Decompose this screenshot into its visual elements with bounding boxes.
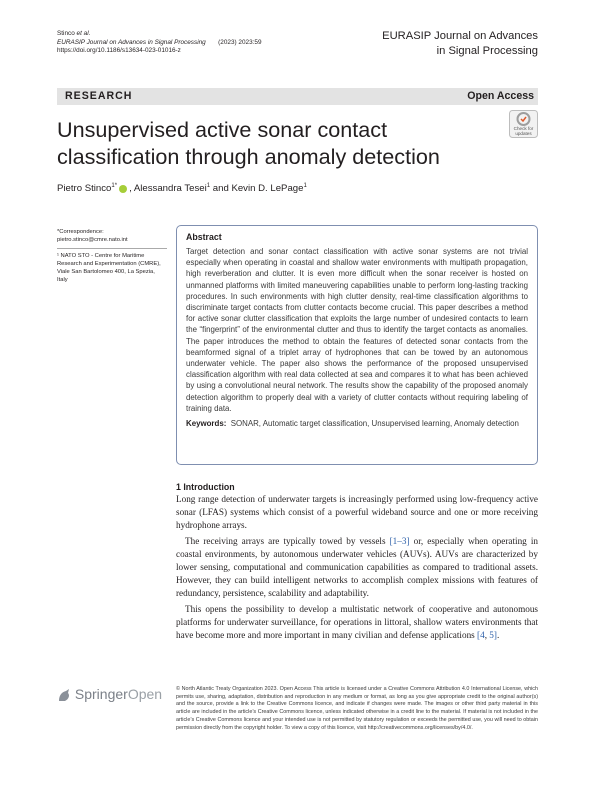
correspondence-email[interactable]: pietro.stinco@cmre.nato.int	[57, 237, 128, 243]
journal-title-line2: in Signal Processing	[436, 44, 538, 57]
citation-link[interactable]: 5]	[489, 630, 497, 641]
paragraph-1: Long range detection of underwater targets is increasingly performed using low-frequency active sonar (LFAS) systems which consist of a powerful wideband source and one or more receiving hydrophone arrays.	[176, 494, 538, 531]
keywords-text: SONAR, Automatic target classification, Unsupervised learning, Anomaly detection	[230, 419, 519, 429]
paragraph-3-end: .	[496, 630, 500, 641]
body-text	[176, 493, 538, 642]
section-heading-introduction: 1 Introduction	[176, 482, 235, 492]
section-label: RESEARCH	[65, 90, 133, 102]
abstract-heading: Abstract	[186, 232, 222, 242]
keywords-label: Keywords:	[186, 419, 227, 429]
author-2-sup: 1	[206, 183, 211, 189]
author-1-sup: 1*	[111, 183, 118, 189]
springer-horse-icon	[57, 688, 71, 703]
running-header	[57, 30, 262, 56]
affiliation: ¹ NATO STO - Centre for Maritime Research and Experimentation (CMRE), Viale San Bartolomeo 400, La Spezia, Italy	[57, 253, 161, 283]
paragraph-2-text-b: or, especially when operating in coastal environments, by autonomous underwater vehicles (AUVs). AUVs are characterized by lower sensing, computational and communication capabilities as compared to traditional assets. However, they can build intelligent networks to accomplish complex missions with features of redundancy, persistence, scalability and adaptability.	[176, 535, 538, 599]
article-title: Unsupervised active sonar contact classification through anomaly detection	[57, 117, 440, 169]
header-authors: Stinco	[57, 30, 75, 37]
paragraph-2	[176, 535, 538, 601]
correspondence-block	[57, 228, 167, 284]
author-3-sup: 1	[303, 183, 307, 189]
check-for-updates-badge[interactable]	[509, 110, 538, 138]
abstract-box	[176, 225, 538, 465]
orcid-icon[interactable]	[119, 185, 127, 193]
abstract-text: Target detection and sonar contact classification with active sonar systems are not trivial especially when operating in coastal and shallow water environments with multipath propagation, high reverberation and clutter. It is even more difficult when the sonar receiver is hosted on unmanned platforms with limited maneuvering capabilities unable to perform long-lasting tracking procedures. In such environments with high clutter density, real-time classification algorithms to discriminate target contacts from clutter contacts become crucial. This paper describes a method for active sonar clutter classification that exploits the large number of undesired contacts to learn the “fingerprint” of the environmental clutter and thus to identify the target contacts as anomalies. The paper introduces the method to obtain the features of detected sonar contacts from the beamformed signal of a triplet array of hydrophones that can be towed by an autonomous underwater vehicle. The paper also shows the performance of the proposed unsupervised classification algorithm with real data collected at sea and compares it to what has been achieved by using a convolutional neural network. The results show the capability of the proposed anomaly detection algorithm to properly deal with a variety of clutter contacts without requiring labeling of training data.	[186, 247, 528, 413]
journal-title	[382, 29, 538, 58]
divider	[57, 248, 167, 249]
paragraph-2-text-a: The receiving arrays are typically towed by vessels	[185, 535, 390, 546]
logo-springer-text: Springer	[74, 686, 128, 702]
header-et-al: et al.	[76, 30, 91, 37]
open-access-label: Open Access	[467, 90, 534, 102]
header-volume: (2023) 2023:59	[218, 38, 262, 46]
paragraph-3	[176, 603, 538, 643]
author-3[interactable]: and Kevin D. LePage	[210, 183, 304, 195]
springer-open-logo	[57, 686, 162, 703]
author-1[interactable]: Pietro Stinco	[57, 183, 112, 195]
citation-link[interactable]: [4	[477, 630, 485, 641]
citation-link[interactable]: [1–3]	[389, 535, 410, 546]
copyright-notice: © North Atlantic Treaty Organization 2023. Open Access This article is licensed under a Creative Commons Attribution 4.0 International License, which permits use, sharing, adaptation, distribution and reproduction in any medium or format, as long as you give appropriate credit to the original author(s) and the source, provide a link to the Creative Commons licence, and indicate if changes were made. The images or other third party material in this article are included in the article’s Creative Commons licence, unless indicated otherwise in a credit line to the material. If material is not included in the article’s Creative Commons licence and your intended use is not permitted by statutory regulation or exceeds the permitted use, you will need to obtain permission directly from the copyright holder. To view a copy of this licence, visit http://creativecommons.org/licenses/by/4.0/.	[176, 686, 538, 731]
keywords	[186, 418, 528, 429]
section-bar	[57, 88, 538, 105]
author-2[interactable]: , Alessandra Tesei	[129, 183, 207, 195]
check-updates-icon	[509, 110, 538, 138]
header-journal: EURASIP Journal on Advances in Signal Processing	[57, 38, 206, 46]
header-doi[interactable]: https://doi.org/10.1186/s13634-023-01016-z	[57, 47, 181, 55]
logo-open-text: Open	[127, 686, 163, 702]
citation-separator: ,	[484, 630, 490, 641]
paragraph-3-text: This opens the possibility to develop a multistatic network of cooperative and autonomous platforms for underwater surveillance, for operations in littoral, shallow waters environments that have become more and more important in many civilian and defense applications	[176, 603, 538, 641]
badge-line1: Check for	[513, 126, 534, 131]
badge-line2: updates	[515, 131, 532, 136]
author-list	[57, 183, 307, 194]
journal-title-line1: EURASIP Journal on Advances	[382, 30, 538, 42]
correspondence-label: *Correspondence:	[57, 229, 104, 235]
